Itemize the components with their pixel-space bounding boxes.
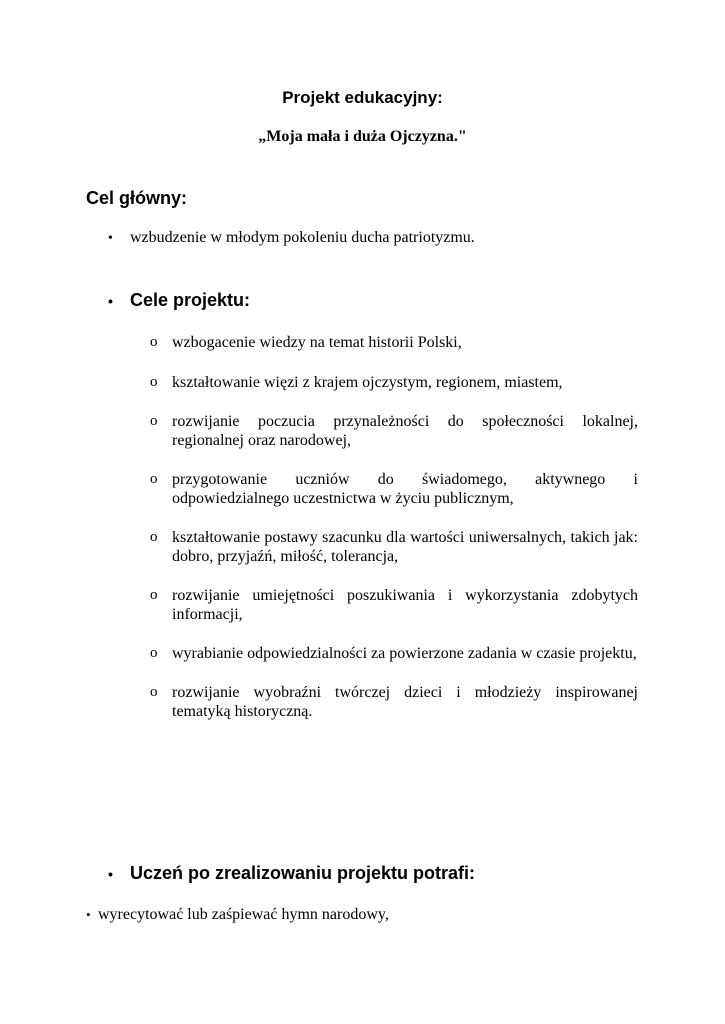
- document-subtitle: „Moja mała i duża Ojczyzna.": [258, 128, 467, 145]
- list-item-text: przygotowanie uczniów do świadomego, aktywnego i odpowiedzialnego uczestnictwa w życiu publicznym,: [172, 471, 638, 507]
- list-item: [150, 683, 638, 721]
- main-goal-text: wzbudzenie w młodym pokoleniu ducha patriotyzmu.: [130, 229, 475, 246]
- list-item-text: wzbogacenie wiedzy na temat historii Polski,: [172, 334, 462, 351]
- list-item-text: wyrabianie odpowiedzialności za powierzone zadania w czasie projektu,: [172, 645, 637, 662]
- document-title: Projekt edukacyjny:: [282, 88, 443, 107]
- project-goals-list: [150, 333, 638, 721]
- list-item-text: kształtowanie więzi z krajem ojczystym, regionem, miastem,: [172, 374, 563, 391]
- list-item-text: kształtowanie postawy szacunku dla wartości uniwersalnych, takich jak: dobro, przyjaźń, miłość, tolerancja,: [172, 529, 638, 565]
- outcomes-heading-line: [108, 863, 475, 884]
- list-item-text: rozwijanie umiejętności poszukiwania i wykorzystania zdobytych informacji,: [172, 587, 638, 623]
- bullet-icon: •: [86, 907, 91, 922]
- circle-bullet-icon: o: [150, 334, 158, 350]
- circle-bullet-icon: o: [150, 374, 158, 390]
- list-item-text: rozwijanie poczucia przynależności do społeczności lokalnej, regionalnej oraz narodowej,: [172, 413, 638, 449]
- circle-bullet-icon: o: [150, 529, 158, 545]
- list-item: [150, 586, 638, 624]
- project-goals-heading: Cele projektu:: [130, 290, 251, 310]
- list-item: [150, 528, 638, 566]
- outcomes-heading: Uczeń po zrealizowaniu projektu potrafi:: [130, 863, 476, 883]
- main-goal-item: [108, 229, 475, 247]
- outcome-item: [86, 906, 389, 924]
- project-goals-heading-line: [108, 290, 250, 311]
- bullet-icon: •: [108, 293, 113, 309]
- list-item-text: rozwijanie wyobraźni twórczej dzieci i młodzieży inspirowanej tematyką historyczną.: [172, 684, 638, 720]
- list-item: [150, 470, 638, 508]
- circle-bullet-icon: o: [150, 587, 158, 603]
- list-item: [150, 333, 638, 352]
- list-item: [150, 644, 638, 663]
- circle-bullet-icon: o: [150, 684, 158, 700]
- bullet-icon: •: [108, 866, 113, 882]
- list-item: [150, 412, 638, 450]
- outcome-item-text: wyrecytować lub zaśpiewać hymn narodowy,: [98, 906, 389, 923]
- circle-bullet-icon: o: [150, 413, 158, 429]
- list-item: [150, 373, 638, 392]
- main-goal-heading: Cel główny:: [86, 188, 188, 208]
- circle-bullet-icon: o: [150, 471, 158, 487]
- bullet-icon: •: [108, 231, 113, 246]
- circle-bullet-icon: o: [150, 645, 158, 661]
